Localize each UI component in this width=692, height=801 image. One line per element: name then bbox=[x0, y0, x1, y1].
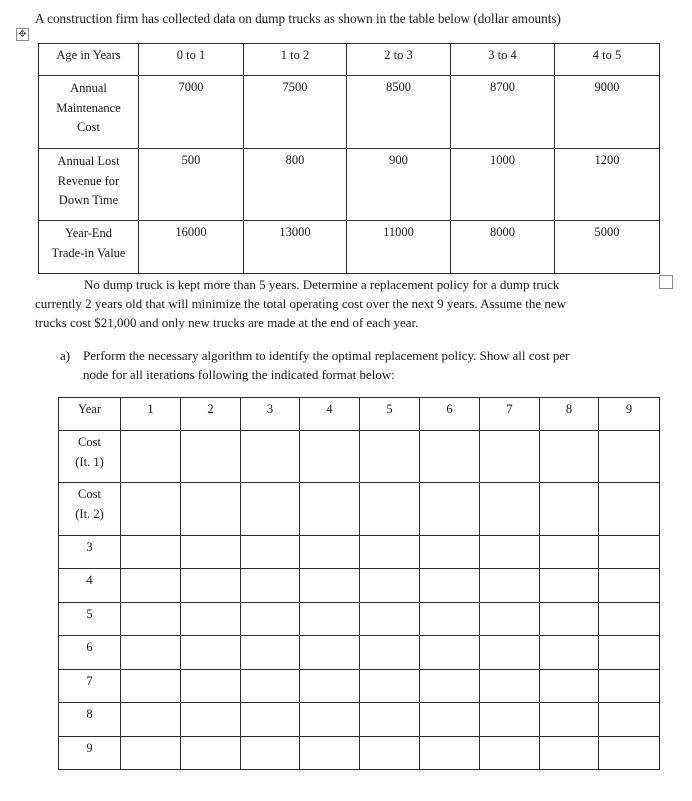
answer-cell[interactable] bbox=[121, 569, 181, 603]
answer-cell[interactable] bbox=[480, 569, 540, 603]
answer-cell[interactable] bbox=[599, 536, 660, 569]
answer-cell[interactable] bbox=[360, 431, 420, 483]
answer-cell[interactable] bbox=[181, 636, 241, 670]
answer-table bbox=[58, 397, 660, 770]
answer-cell[interactable] bbox=[540, 603, 599, 636]
answer-cell[interactable] bbox=[300, 483, 360, 536]
answer-cell[interactable] bbox=[300, 431, 360, 483]
answer-row bbox=[59, 603, 660, 636]
answer-cell[interactable] bbox=[241, 737, 300, 770]
answer-cell[interactable] bbox=[241, 670, 300, 703]
answer-cell[interactable] bbox=[360, 569, 420, 603]
answer-row bbox=[59, 670, 660, 703]
answer-cell[interactable] bbox=[599, 636, 660, 670]
answer-cell[interactable] bbox=[420, 603, 480, 636]
answer-row-label: 8 bbox=[59, 703, 121, 737]
answer-cell[interactable] bbox=[599, 670, 660, 703]
answer-cell[interactable] bbox=[360, 536, 420, 569]
year-cell: 6 bbox=[420, 398, 480, 431]
value-cell: 500 bbox=[139, 149, 244, 221]
answer-row-label: Cost (It. 2) bbox=[59, 483, 121, 536]
row-label-cell: Year-End Trade-in Value bbox=[39, 221, 139, 274]
row-label-cell: Annual Lost Revenue for Down Time bbox=[39, 149, 139, 221]
answer-cell[interactable] bbox=[300, 670, 360, 703]
answer-row-label: 6 bbox=[59, 636, 121, 670]
table-header-row bbox=[39, 44, 660, 76]
answer-cell[interactable] bbox=[121, 703, 181, 737]
answer-cell[interactable] bbox=[540, 569, 599, 603]
answer-cell[interactable] bbox=[181, 536, 241, 569]
answer-cell[interactable] bbox=[121, 536, 181, 569]
answer-cell[interactable] bbox=[420, 536, 480, 569]
answer-cell[interactable] bbox=[480, 636, 540, 670]
answer-cell[interactable] bbox=[121, 737, 181, 770]
answer-row bbox=[59, 483, 660, 536]
answer-cell[interactable] bbox=[540, 431, 599, 483]
value-cell: 900 bbox=[347, 149, 451, 221]
answer-cell[interactable] bbox=[121, 431, 181, 483]
answer-cell[interactable] bbox=[181, 737, 241, 770]
year-cell: 4 bbox=[300, 398, 360, 431]
year-cell: 3 bbox=[241, 398, 300, 431]
intro-text: A construction firm has collected data on dump trucks as shown in the table below (dollar amounts) bbox=[35, 11, 561, 26]
answer-cell[interactable] bbox=[300, 737, 360, 770]
answer-cell[interactable] bbox=[420, 670, 480, 703]
age-cell: 0 to 1 bbox=[139, 44, 244, 76]
age-header-cell: Age in Years bbox=[39, 44, 139, 76]
answer-cell[interactable] bbox=[181, 603, 241, 636]
answer-cell[interactable] bbox=[181, 670, 241, 703]
answer-cell[interactable] bbox=[420, 569, 480, 603]
answer-cell[interactable] bbox=[241, 483, 300, 536]
year-cell: 1 bbox=[121, 398, 181, 431]
answer-cell[interactable] bbox=[540, 670, 599, 703]
answer-cell[interactable] bbox=[121, 636, 181, 670]
answer-cell[interactable] bbox=[540, 737, 599, 770]
answer-cell[interactable] bbox=[540, 536, 599, 569]
answer-cell[interactable] bbox=[181, 431, 241, 483]
answer-cell[interactable] bbox=[480, 670, 540, 703]
answer-row bbox=[59, 636, 660, 670]
answer-cell[interactable] bbox=[480, 431, 540, 483]
question-label: a) bbox=[60, 348, 71, 363]
answer-cell[interactable] bbox=[181, 703, 241, 737]
answer-row bbox=[59, 703, 660, 737]
answer-cell[interactable] bbox=[420, 703, 480, 737]
answer-row-label: 9 bbox=[59, 737, 121, 770]
answer-cell[interactable] bbox=[480, 536, 540, 569]
answer-cell[interactable] bbox=[241, 569, 300, 603]
answer-cell[interactable] bbox=[360, 636, 420, 670]
answer-row-label: 7 bbox=[59, 670, 121, 703]
answer-cell[interactable] bbox=[241, 603, 300, 636]
answer-cell[interactable] bbox=[599, 737, 660, 770]
answer-cell[interactable] bbox=[241, 636, 300, 670]
value-cell: 1000 bbox=[451, 149, 555, 221]
answer-cell[interactable] bbox=[300, 569, 360, 603]
answer-cell[interactable] bbox=[420, 431, 480, 483]
age-cell: 4 to 5 bbox=[555, 44, 660, 76]
answer-cell[interactable] bbox=[181, 483, 241, 536]
answer-cell[interactable] bbox=[300, 636, 360, 670]
value-cell: 8000 bbox=[451, 221, 555, 274]
answer-cell[interactable] bbox=[599, 431, 660, 483]
table-row bbox=[39, 76, 660, 149]
age-cell: 1 to 2 bbox=[244, 44, 347, 76]
problem-paragraph: No dump truck is kept more than 5 years. Determine a replacement policy for a dump truck currently 2 years old that will minimize the total operating cost over the next 9 years. Assume the new trucks cost $21,000 and only new trucks are made at the end of each year. bbox=[35, 277, 567, 330]
year-cell: 9 bbox=[599, 398, 660, 431]
answer-row-label: 3 bbox=[59, 536, 121, 569]
answer-cell[interactable] bbox=[480, 703, 540, 737]
table-move-handle-icon[interactable]: ✥ bbox=[16, 28, 29, 41]
answer-cell[interactable] bbox=[300, 703, 360, 737]
answer-cell[interactable] bbox=[360, 670, 420, 703]
age-cell: 3 to 4 bbox=[451, 44, 555, 76]
answer-cell[interactable] bbox=[599, 703, 660, 737]
answer-cell[interactable] bbox=[181, 569, 241, 603]
value-cell: 8700 bbox=[451, 76, 555, 149]
table-row bbox=[39, 221, 660, 274]
answer-cell[interactable] bbox=[599, 483, 660, 536]
answer-cell[interactable] bbox=[599, 603, 660, 636]
answer-cell[interactable] bbox=[360, 483, 420, 536]
table-resize-handle[interactable] bbox=[659, 275, 673, 289]
row-label-cell: Annual Maintenance Cost bbox=[39, 76, 139, 149]
answer-cell[interactable] bbox=[540, 483, 599, 536]
answer-cell[interactable] bbox=[121, 670, 181, 703]
value-cell: 1200 bbox=[555, 149, 660, 221]
answer-cell[interactable] bbox=[599, 569, 660, 603]
answer-cell[interactable] bbox=[420, 737, 480, 770]
answer-cell[interactable] bbox=[420, 636, 480, 670]
value-cell: 9000 bbox=[555, 76, 660, 149]
value-cell: 5000 bbox=[555, 221, 660, 274]
answer-cell[interactable] bbox=[360, 603, 420, 636]
table-row bbox=[39, 149, 660, 221]
answer-cell[interactable] bbox=[300, 536, 360, 569]
answer-cell[interactable] bbox=[420, 483, 480, 536]
answer-row-label: Cost (It. 1) bbox=[59, 431, 121, 483]
year-cell: 2 bbox=[181, 398, 241, 431]
answer-cell[interactable] bbox=[121, 483, 181, 536]
value-cell: 8500 bbox=[347, 76, 451, 149]
value-cell: 13000 bbox=[244, 221, 347, 274]
answer-cell[interactable] bbox=[360, 737, 420, 770]
answer-row-label: 4 bbox=[59, 569, 121, 603]
answer-cell[interactable] bbox=[241, 431, 300, 483]
year-cell: 7 bbox=[480, 398, 540, 431]
answer-cell[interactable] bbox=[540, 636, 599, 670]
answer-cell[interactable] bbox=[121, 603, 181, 636]
answer-cell[interactable] bbox=[300, 603, 360, 636]
answer-header-row bbox=[59, 398, 660, 431]
answer-row bbox=[59, 737, 660, 770]
answer-cell[interactable] bbox=[480, 603, 540, 636]
answer-cell[interactable] bbox=[241, 536, 300, 569]
value-cell: 800 bbox=[244, 149, 347, 221]
year-cell: 8 bbox=[540, 398, 599, 431]
answer-row bbox=[59, 569, 660, 603]
truck-data-table bbox=[38, 43, 660, 274]
value-cell: 11000 bbox=[347, 221, 451, 274]
value-cell: 16000 bbox=[139, 221, 244, 274]
answer-row bbox=[59, 536, 660, 569]
value-cell: 7500 bbox=[244, 76, 347, 149]
year-cell: 5 bbox=[360, 398, 420, 431]
answer-cell[interactable] bbox=[480, 737, 540, 770]
age-cell: 2 to 3 bbox=[347, 44, 451, 76]
answer-cell[interactable] bbox=[540, 703, 599, 737]
year-header-cell: Year bbox=[59, 398, 121, 431]
question-a: a) Perform the necessary algorithm to identify the optimal replacement policy. Show all cost per node for all iterations following the indicated format below: bbox=[60, 348, 570, 382]
answer-cell[interactable] bbox=[480, 483, 540, 536]
answer-cell[interactable] bbox=[360, 703, 420, 737]
answer-row bbox=[59, 431, 660, 483]
answer-cell[interactable] bbox=[241, 703, 300, 737]
value-cell: 7000 bbox=[139, 76, 244, 149]
answer-row-label: 5 bbox=[59, 603, 121, 636]
